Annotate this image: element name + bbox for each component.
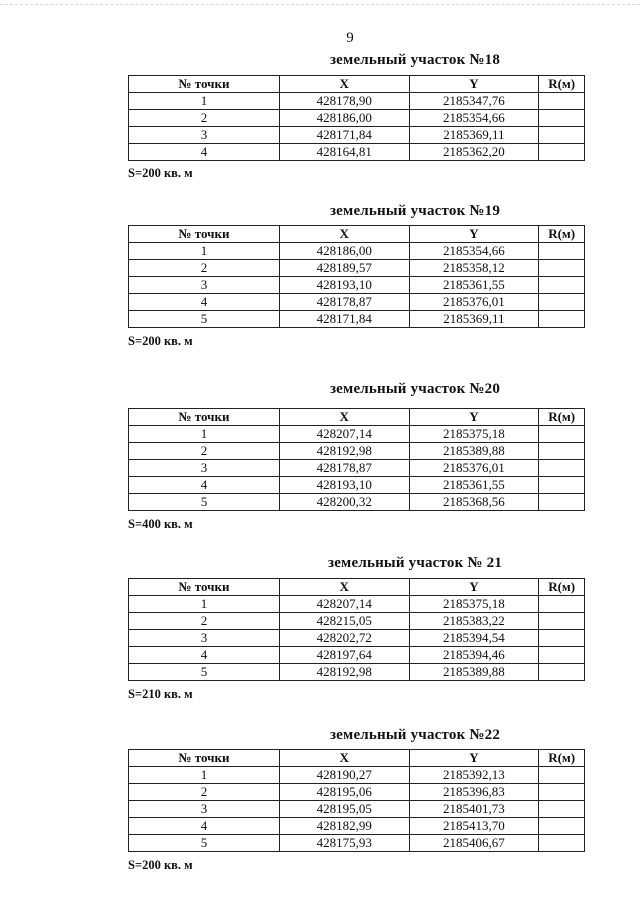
cell-y: 2185361,55 xyxy=(409,477,539,494)
cell-x: 428178,90 xyxy=(279,93,409,110)
cell-r xyxy=(539,818,585,835)
table-row xyxy=(129,127,585,144)
cell-point: 1 xyxy=(129,243,280,260)
cell-r xyxy=(539,260,585,277)
cell-point: 5 xyxy=(129,311,280,328)
cell-r xyxy=(539,613,585,630)
table-row xyxy=(129,613,585,630)
cell-y: 2185375,18 xyxy=(409,596,539,613)
cell-x: 428195,05 xyxy=(279,801,409,818)
cell-r xyxy=(539,93,585,110)
cell-r xyxy=(539,443,585,460)
cell-y: 2185375,18 xyxy=(409,426,539,443)
cell-x: 428189,57 xyxy=(279,260,409,277)
cell-point: 5 xyxy=(129,494,280,511)
cell-point: 2 xyxy=(129,613,280,630)
cell-x: 428193,10 xyxy=(279,477,409,494)
coordinates-table xyxy=(128,578,585,681)
cell-point: 5 xyxy=(129,664,280,681)
cell-x: 428207,14 xyxy=(279,426,409,443)
table-row xyxy=(129,110,585,127)
table-row xyxy=(129,647,585,664)
cell-y: 2185401,73 xyxy=(409,801,539,818)
cell-point: 2 xyxy=(129,260,280,277)
cell-r xyxy=(539,801,585,818)
table-row xyxy=(129,460,585,477)
table-row xyxy=(129,801,585,818)
cell-x: 428193,10 xyxy=(279,277,409,294)
table-row xyxy=(129,260,585,277)
plot-title: земельный участок №18 xyxy=(329,52,501,68)
cell-x: 428215,05 xyxy=(279,613,409,630)
cell-y: 2185392,13 xyxy=(409,767,539,784)
header-x: X xyxy=(279,76,409,93)
coordinates-table xyxy=(128,225,585,328)
cell-r xyxy=(539,243,585,260)
coordinates-table xyxy=(128,408,585,511)
cell-y: 2185358,12 xyxy=(409,260,539,277)
cell-r xyxy=(539,460,585,477)
table-row xyxy=(129,426,585,443)
coordinates-table xyxy=(128,75,585,161)
cell-x: 428171,84 xyxy=(279,311,409,328)
table-row xyxy=(129,477,585,494)
header-point: № точки xyxy=(129,76,280,93)
cell-y: 2185347,76 xyxy=(409,93,539,110)
cell-point: 3 xyxy=(129,801,280,818)
header-y: Y xyxy=(409,409,539,426)
cell-point: 1 xyxy=(129,93,280,110)
header-y: Y xyxy=(409,750,539,767)
cell-x: 428164,81 xyxy=(279,144,409,161)
table-row xyxy=(129,767,585,784)
cell-r xyxy=(539,477,585,494)
cell-x: 428186,00 xyxy=(279,110,409,127)
cell-point: 4 xyxy=(129,647,280,664)
cell-x: 428207,14 xyxy=(279,596,409,613)
table-row xyxy=(129,277,585,294)
cell-y: 2185354,66 xyxy=(409,110,539,127)
header-point: № точки xyxy=(129,409,280,426)
cell-r xyxy=(539,311,585,328)
cell-point: 4 xyxy=(129,477,280,494)
cell-point: 1 xyxy=(129,767,280,784)
cell-point: 4 xyxy=(129,818,280,835)
header-x: X xyxy=(279,226,409,243)
header-r: R(м) xyxy=(539,76,585,93)
cell-point: 3 xyxy=(129,127,280,144)
cell-y: 2185361,55 xyxy=(409,277,539,294)
cell-y: 2185389,88 xyxy=(409,664,539,681)
header-x: X xyxy=(279,579,409,596)
cell-r xyxy=(539,494,585,511)
cell-r xyxy=(539,277,585,294)
cell-r xyxy=(539,294,585,311)
plot-area: S=400 кв. м xyxy=(128,517,193,531)
cell-r xyxy=(539,664,585,681)
plot-area: S=200 кв. м xyxy=(128,334,193,348)
cell-x: 428195,06 xyxy=(279,784,409,801)
table-header-row xyxy=(129,76,585,93)
header-y: Y xyxy=(409,579,539,596)
cell-x: 428178,87 xyxy=(279,294,409,311)
cell-y: 2185413,70 xyxy=(409,818,539,835)
header-x: X xyxy=(279,409,409,426)
table-header-row xyxy=(129,226,585,243)
cell-r xyxy=(539,784,585,801)
cell-r xyxy=(539,647,585,664)
table-row xyxy=(129,596,585,613)
table-row xyxy=(129,818,585,835)
header-r: R(м) xyxy=(539,409,585,426)
table-row xyxy=(129,630,585,647)
table-row xyxy=(129,494,585,511)
table-row xyxy=(129,664,585,681)
cell-y: 2185354,66 xyxy=(409,243,539,260)
cell-y: 2185368,56 xyxy=(409,494,539,511)
cell-r xyxy=(539,596,585,613)
cell-r xyxy=(539,426,585,443)
table-row xyxy=(129,144,585,161)
cell-point: 1 xyxy=(129,426,280,443)
cell-point: 2 xyxy=(129,110,280,127)
cell-r xyxy=(539,144,585,161)
header-x: X xyxy=(279,750,409,767)
cell-x: 428192,98 xyxy=(279,664,409,681)
header-r: R(м) xyxy=(539,226,585,243)
cell-point: 2 xyxy=(129,784,280,801)
coordinates-table xyxy=(128,749,585,852)
cell-x: 428192,98 xyxy=(279,443,409,460)
cell-x: 428182,99 xyxy=(279,818,409,835)
cell-r xyxy=(539,110,585,127)
table-header-row xyxy=(129,409,585,426)
table-row xyxy=(129,243,585,260)
cell-y: 2185369,11 xyxy=(409,311,539,328)
plot-title: земельный участок №22 xyxy=(329,727,501,743)
cell-x: 428178,87 xyxy=(279,460,409,477)
header-point: № точки xyxy=(129,750,280,767)
table-header-row xyxy=(129,579,585,596)
table-header-row xyxy=(129,750,585,767)
cell-y: 2185389,88 xyxy=(409,443,539,460)
cell-r xyxy=(539,127,585,144)
table-row xyxy=(129,294,585,311)
cell-point: 4 xyxy=(129,294,280,311)
cell-r xyxy=(539,835,585,852)
plot-area: S=200 кв. м xyxy=(128,858,193,872)
header-y: Y xyxy=(409,76,539,93)
cell-x: 428186,00 xyxy=(279,243,409,260)
cell-y: 2185394,54 xyxy=(409,630,539,647)
cell-point: 1 xyxy=(129,596,280,613)
cell-y: 2185396,83 xyxy=(409,784,539,801)
top-border-line xyxy=(0,4,640,5)
cell-y: 2185383,22 xyxy=(409,613,539,630)
cell-r xyxy=(539,767,585,784)
plot-title: земельный участок №19 xyxy=(329,203,501,219)
plot-area: S=200 кв. м xyxy=(128,166,193,180)
table-row xyxy=(129,835,585,852)
table-row xyxy=(129,443,585,460)
cell-y: 2185394,46 xyxy=(409,647,539,664)
table-row xyxy=(129,784,585,801)
cell-x: 428197,64 xyxy=(279,647,409,664)
plot-title: земельный участок №20 xyxy=(329,381,501,397)
cell-y: 2185406,67 xyxy=(409,835,539,852)
cell-r xyxy=(539,630,585,647)
cell-y: 2185369,11 xyxy=(409,127,539,144)
cell-point: 3 xyxy=(129,630,280,647)
cell-x: 428200,32 xyxy=(279,494,409,511)
header-point: № точки xyxy=(129,579,280,596)
header-point: № точки xyxy=(129,226,280,243)
cell-x: 428171,84 xyxy=(279,127,409,144)
cell-y: 2185376,01 xyxy=(409,294,539,311)
header-r: R(м) xyxy=(539,750,585,767)
table-row xyxy=(129,93,585,110)
cell-point: 3 xyxy=(129,460,280,477)
header-y: Y xyxy=(409,226,539,243)
header-r: R(м) xyxy=(539,579,585,596)
cell-x: 428202,72 xyxy=(279,630,409,647)
cell-point: 3 xyxy=(129,277,280,294)
page-number: 9 xyxy=(346,30,354,46)
cell-y: 2185376,01 xyxy=(409,460,539,477)
plot-title: земельный участок № 21 xyxy=(327,555,503,571)
cell-x: 428190,27 xyxy=(279,767,409,784)
table-row xyxy=(129,311,585,328)
cell-point: 2 xyxy=(129,443,280,460)
cell-point: 5 xyxy=(129,835,280,852)
cell-point: 4 xyxy=(129,144,280,161)
cell-x: 428175,93 xyxy=(279,835,409,852)
cell-y: 2185362,20 xyxy=(409,144,539,161)
plot-area: S=210 кв. м xyxy=(128,687,193,701)
